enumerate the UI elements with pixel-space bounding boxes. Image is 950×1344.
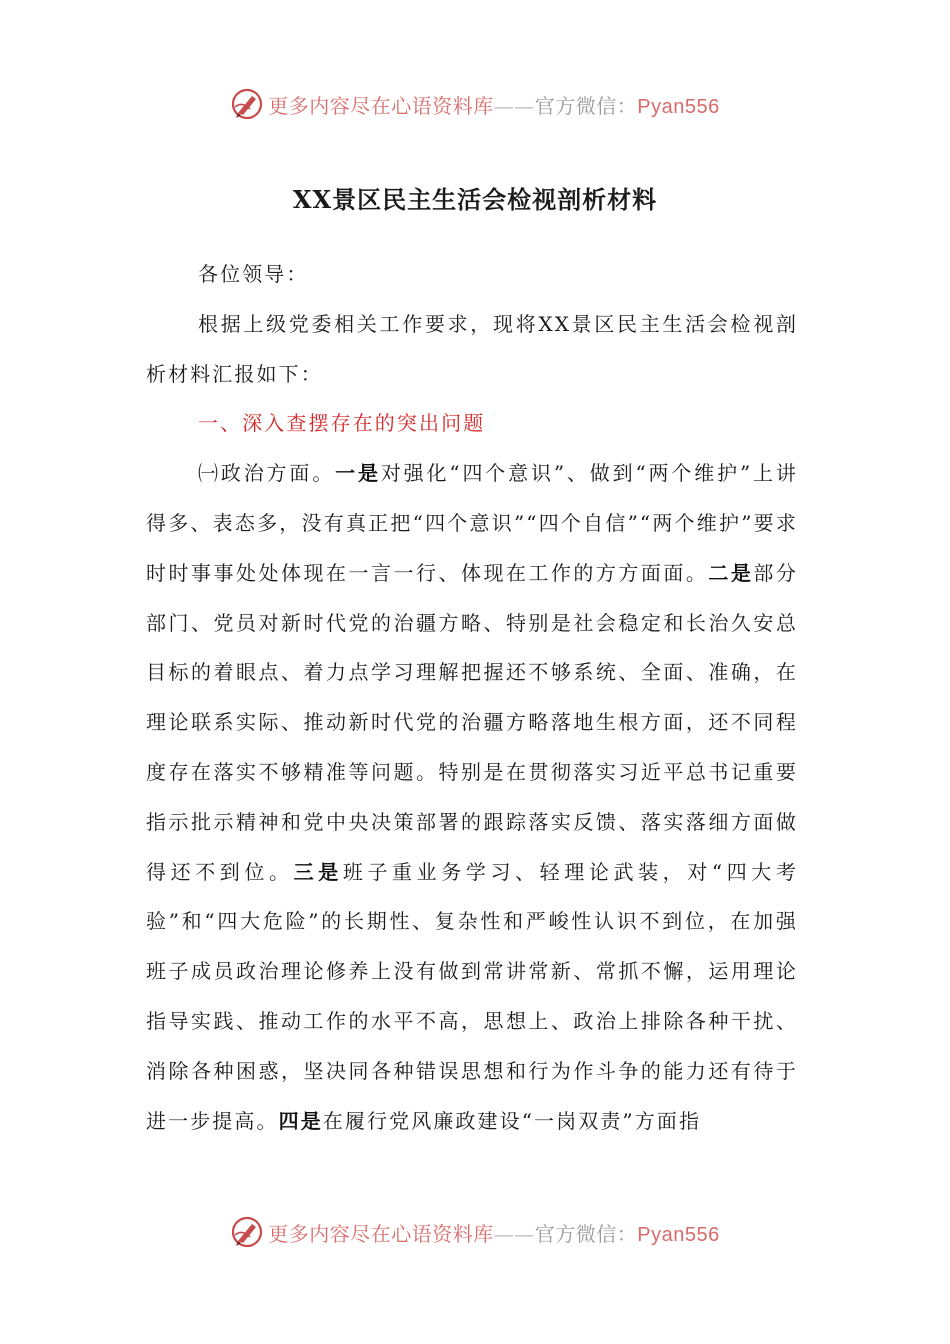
- watermark-dash: ——: [493, 1221, 535, 1246]
- point-3-text: 班子重业务学习、轻理论武装，对“四大考验”和“四大危险”的长期性、复杂性和严峻性认识不到位，在加强班子成员政治理论修养上没有做到常讲常新、常抓不懈，运用理论指导实践、推动工作的水平不高，思想上、政治上排除各种干扰、消除各种困惑，坚决同各种错误思想和行为作斗争的能力还有待于进一步提高。: [146, 859, 799, 1133]
- watermark-lead: 更多内容尽在心语资料库: [268, 93, 494, 118]
- watermark-wechat-id: Pyan556: [637, 1223, 720, 1246]
- point-3-lead: 三是: [293, 859, 343, 884]
- watermark-banner-top: [0, 84, 950, 124]
- watermark-text: [268, 90, 719, 119]
- point-1-lead: 一是: [335, 461, 381, 486]
- watermark-dash: ——: [493, 93, 535, 118]
- salutation: 各位领导：: [198, 262, 309, 286]
- point-1-text: 对强化“四个意识”、做到“两个维护”上讲得多、表态多，没有真正把“四个意识”“四个自信”“两个维护”要求时时事事处处体现在一言一行、体现在工作的方方面面。: [146, 461, 798, 585]
- section-heading-1: 一、深入查摆存在的突出问题: [198, 411, 486, 436]
- pen-logo-icon: [230, 87, 264, 121]
- watermark-text: [268, 1218, 719, 1247]
- item-prefix: ㈠政治方面。: [198, 461, 336, 486]
- political-paragraph: [146, 449, 798, 1146]
- watermark-lead: 更多内容尽在心语资料库: [268, 1221, 494, 1246]
- watermark-wechat-id: Pyan556: [637, 95, 720, 118]
- point-2-text: 部分部门、党员对新时代党的治疆方略、特别是社会稳定和长治久安总目标的着眼点、着力点学习理解把握还不够系统、全面、准确，在理论联系实际、推动新时代党的治疆方略落地生根方面，还不同程度存在落实不够精准等问题。特别是在贯彻落实习近平总书记重要指示批示精神和党中央决策部署的跟踪落实反馈、落实落细方面做得还不到位。: [146, 560, 799, 884]
- point-4-lead: 四是: [278, 1108, 323, 1133]
- intro-paragraph: 根据上级党委相关工作要求，现将XX景区民主生活会检视剖析材料汇报如下：: [146, 311, 798, 386]
- watermark-official: 官方微信：: [534, 93, 638, 118]
- document-title: XX景区民主生活会检视剖析材料: [292, 185, 658, 214]
- watermark-official: 官方微信：: [534, 1221, 638, 1246]
- pen-logo-icon: [230, 1215, 264, 1249]
- point-2-lead: 二是: [708, 560, 754, 585]
- point-4-text: 在履行党风廉政建设“一岗双责”方面指: [322, 1108, 702, 1133]
- document-body: [146, 250, 798, 1146]
- watermark-banner-bottom: [0, 1212, 950, 1252]
